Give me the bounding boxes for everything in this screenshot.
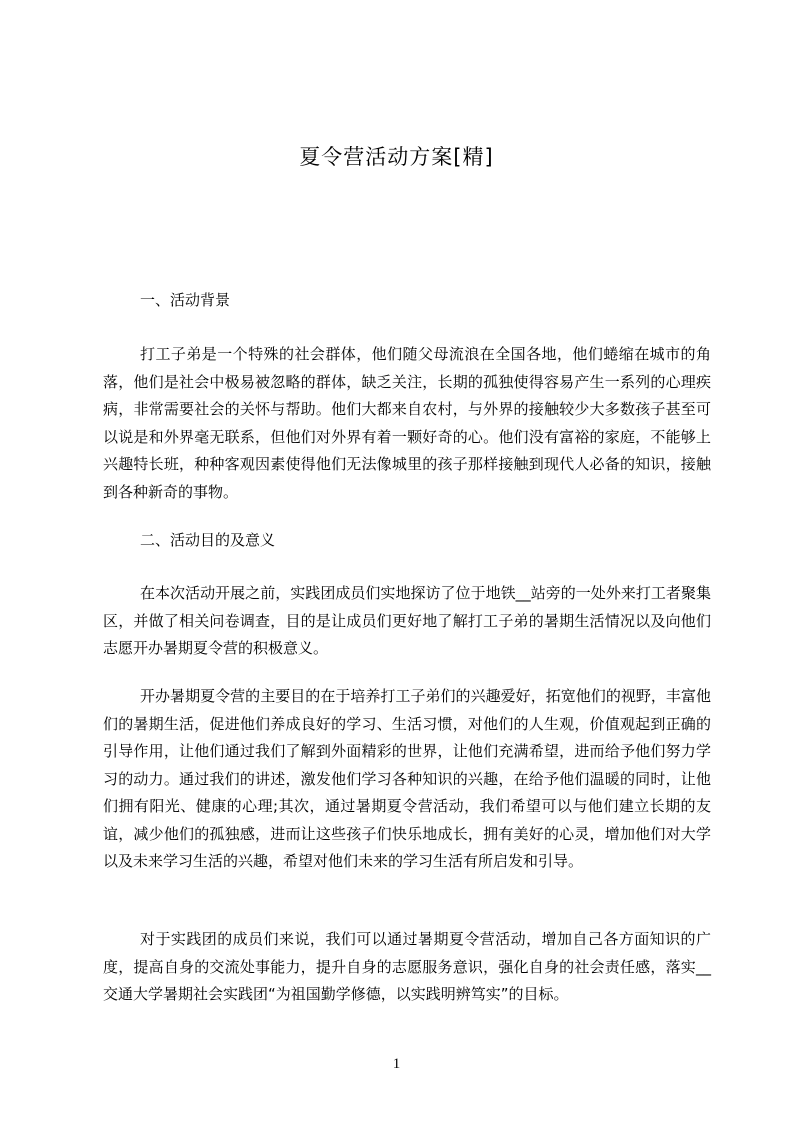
page-number: 1 bbox=[392, 1056, 401, 1072]
section-heading-background: 一、活动背景 bbox=[140, 291, 231, 309]
paragraph-background: 打工子弟是一个特殊的社会群体，他们随父母流浪在全国各地，他们蜷缩在城市的角落，他们是社会中极易被忽略的群体，缺乏关注，长期的孤独使得容易产生一系列的心理疾病，非常需要社会的关怀与帮助。他们大都来自农村，与外界的接触较少大多数孩子甚至可以说是和外界毫无联系，但他们对外界有着一颗好奇的心。他们没有富裕的家庭，不能够上兴趣特长班，种种客观因素使得他们无法像城里的孩子那样接触到现代人必备的知识，接触到各种新奇的事物。 bbox=[103, 345, 711, 501]
paragraph-member-benefits: 对于实践团的成员们来说，我们可以通过暑期夏令营活动，增加自己各方面知识的广度，提高自身的交流处事能力，提升自身的志愿服务意识，强化自身的社会责任感，落实__交通大学暑期社会实践团“为祖国勤学修德，以实践明辨笃实”的目标。 bbox=[103, 930, 711, 1003]
section-heading-purpose: 二、活动目的及意义 bbox=[140, 531, 276, 549]
paragraph-camp-goals: 开办暑期夏令营的主要目的在于培养打工子弟们的兴趣爱好，拓宽他们的视野，丰富他们的暑期生活，促进他们养成良好的学习、生活习惯，对他们的人生观，价值观起到正确的引导作用，让他们通过我们了解到外面精彩的世界，让他们充满希望，进而给予他们努力学习的动力。通过我们的讲述，激发他们学习各种知识的兴趣，在给予他们温暖的同时，让他们拥有阳光、健康的心理;其次，通过暑期夏令营活动，我们希望可以与他们建立长期的友谊，减少他们的孤独感，进而让这些孩子们快乐地成长，拥有美好的心灵，增加他们对大学以及未来学习生活的兴趣，希望对他们未来的学习生活有所启发和引导。 bbox=[103, 687, 711, 870]
paragraph-field-visit: 在本次活动开展之前，实践团成员们实地探访了位于地铁__站旁的一处外来打工者聚集区，并做了相关问卷调查，目的是让成员们更好地了解打工子弟的暑期生活情况以及向他们志愿开办暑期夏令营的积极意义。 bbox=[103, 584, 711, 657]
document-title: 夏令营活动方案[精] bbox=[299, 145, 494, 169]
